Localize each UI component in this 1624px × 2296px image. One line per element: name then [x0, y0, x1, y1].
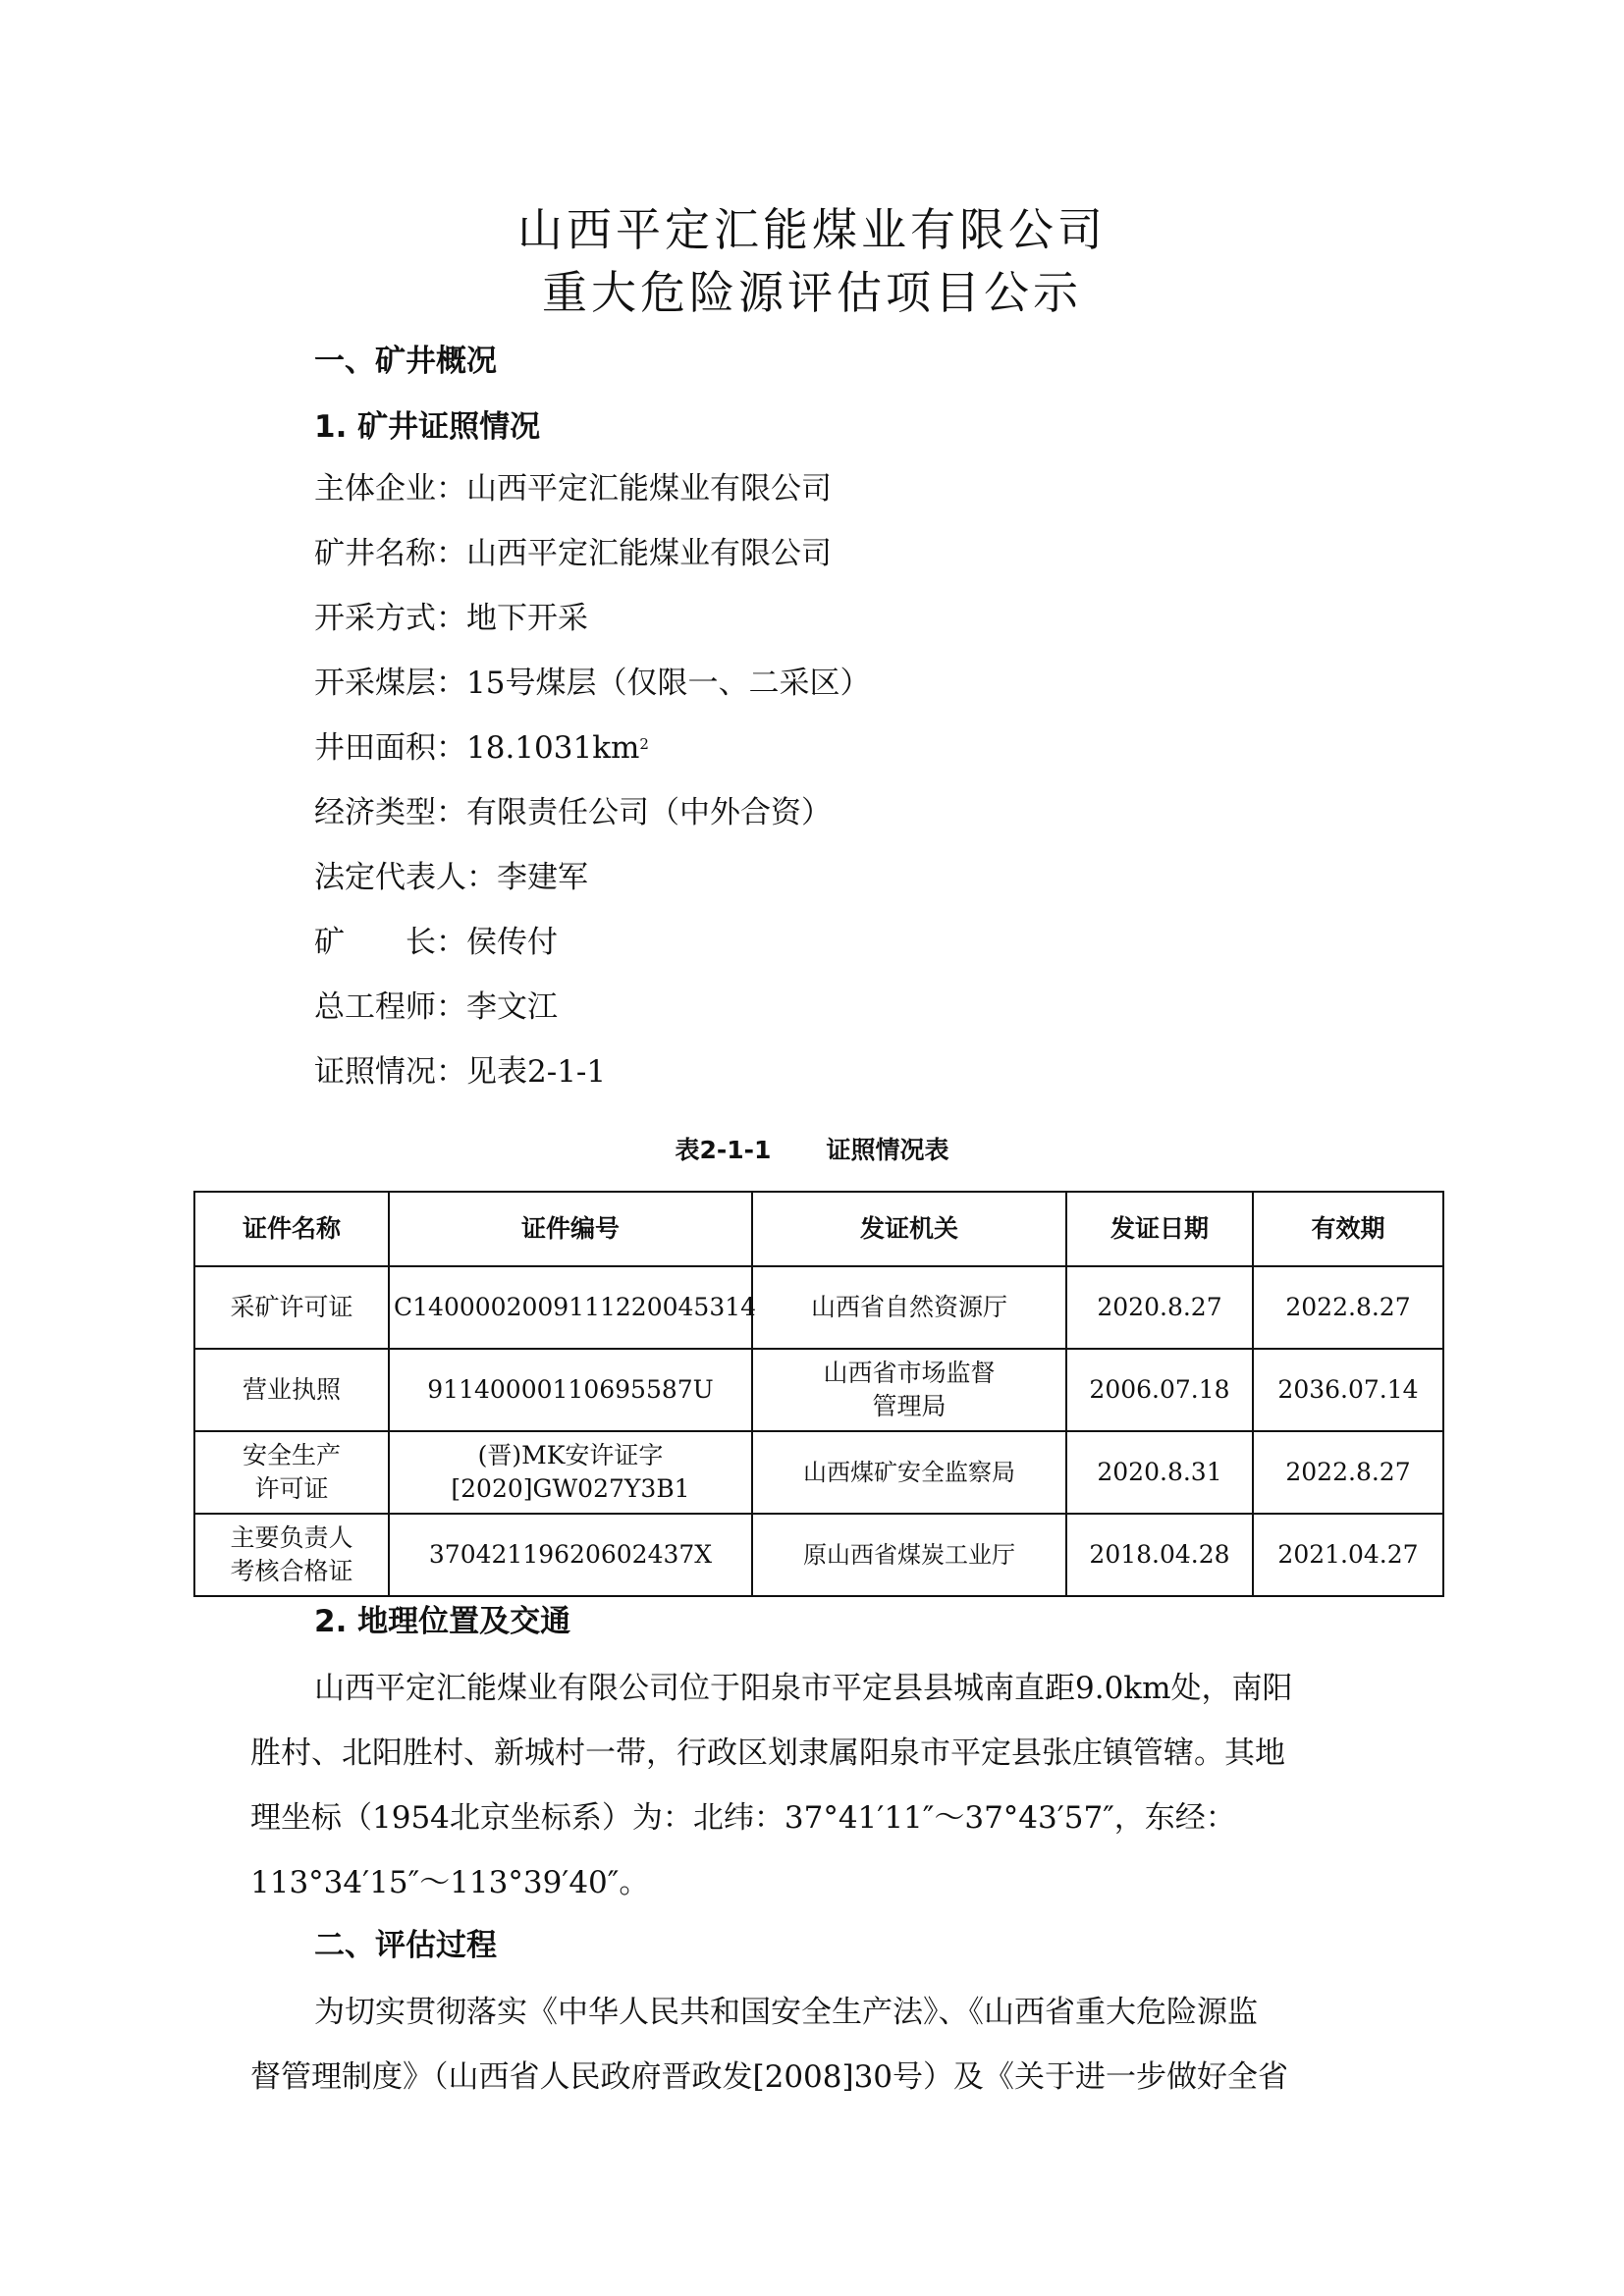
cell-text-line: 主要负责人: [230, 1523, 353, 1552]
evaluation-paragraph-line: 督管理制度》（山西省人民政府晋政发[2008]30号）及《关于进一步做好全省: [250, 2059, 1289, 2095]
table-caption-id: 表2-1-1: [675, 1136, 772, 1164]
cell-issuing-authority: [752, 1349, 1066, 1431]
subheading-location-traffic: 2. 地理位置及交通: [314, 1604, 571, 1639]
cell-license-name: [194, 1349, 389, 1431]
table-row: [194, 1431, 1443, 1514]
location-paragraph-line: 113°34′15″～113°39′40″。: [250, 1865, 650, 1900]
subheading-license-status: 1. 矿井证照情况: [314, 409, 541, 445]
cell-text-line: 营业执照: [242, 1375, 341, 1404]
cell-issue-date: [1066, 1514, 1253, 1596]
cell-text-line: (晋)MK安许证字: [477, 1441, 664, 1469]
document-title-company: 山西平定汇能煤业有限公司: [517, 203, 1107, 256]
cell-text-line: 原山西省煤炭工业厅: [803, 1541, 1015, 1569]
cell-text-line: 2022.8.27: [1285, 1293, 1411, 1321]
cell-valid-until: [1253, 1266, 1443, 1349]
cell-text-line: 2021.04.27: [1277, 1540, 1419, 1569]
header-issue-date: 发证日期: [1066, 1192, 1253, 1266]
cell-license-number: [389, 1431, 752, 1514]
cell-issuing-authority: [752, 1266, 1066, 1349]
area-superscript: 2: [639, 735, 649, 753]
location-paragraph-line: 理坐标（1954北京坐标系）为：北纬：37°41′11″～37°43′57″，东经：: [250, 1800, 1236, 1836]
cell-valid-until: [1253, 1349, 1443, 1431]
field-mining-method: 开采方式：地下开采: [314, 601, 588, 636]
cell-text-line: 采矿许可证: [230, 1293, 353, 1321]
evaluation-paragraph-line: 为切实贯彻落实《中华人民共和国安全生产法》、《山西省重大危险源监: [314, 1995, 1258, 2030]
field-chief-engineer: 总工程师：李文江: [314, 989, 558, 1025]
field-main-enterprise: 主体企业：山西平定汇能煤业有限公司: [314, 471, 832, 507]
cell-issue-date: [1066, 1266, 1253, 1349]
cell-text-line: 2022.8.27: [1285, 1458, 1411, 1486]
table-caption-title: 证照情况表: [826, 1136, 949, 1164]
cell-license-number: [389, 1266, 757, 1349]
cell-text-line: [2020]GW027Y3B1: [451, 1474, 690, 1503]
cell-license-number: [389, 1349, 752, 1431]
cell-text-line: 91140000110695587U: [427, 1375, 714, 1404]
cell-text-line: 安全生产: [242, 1441, 341, 1469]
document-title-subject: 重大危险源评估项目公示: [542, 266, 1082, 319]
header-license-name: 证件名称: [194, 1192, 389, 1266]
field-economic-type: 经济类型：有限责任公司（中外合资）: [314, 795, 832, 830]
field-mine-manager: 矿 长：侯传付: [314, 925, 558, 960]
cell-issuing-authority: [752, 1514, 1066, 1596]
cell-text-line: C1400002009111220045314: [394, 1293, 757, 1321]
cell-text-line: 37042119620602437X: [428, 1540, 713, 1569]
cell-text-line: 2036.07.14: [1277, 1375, 1419, 1404]
cell-text-line: 管理局: [872, 1392, 947, 1420]
cell-valid-until: [1253, 1514, 1443, 1596]
cell-license-number: [389, 1514, 752, 1596]
field-license-reference: 证照情况：见表2-1-1: [314, 1054, 607, 1090]
cell-valid-until: [1253, 1431, 1443, 1514]
cell-license-name: [194, 1431, 389, 1514]
header-issuing-authority: 发证机关: [752, 1192, 1066, 1266]
cell-license-name: [194, 1266, 389, 1349]
table-row: [194, 1349, 1443, 1431]
field-mine-name: 矿井名称：山西平定汇能煤业有限公司: [314, 536, 832, 571]
cell-text-line: 考核合格证: [230, 1557, 353, 1585]
field-legal-representative: 法定代表人：李建军: [314, 860, 588, 895]
cell-text-line: 2020.8.31: [1097, 1458, 1222, 1486]
cell-text-line: 2020.8.27: [1097, 1293, 1222, 1321]
field-field-area-text: 井田面积：18.1031km: [314, 730, 640, 766]
table-caption: [0, 1131, 1624, 1166]
cell-text-line: 2018.04.28: [1089, 1540, 1230, 1569]
cell-text-line: 许可证: [254, 1474, 329, 1503]
field-coal-seam: 开采煤层：15号煤层（仅限一、二采区）: [314, 666, 871, 701]
license-table: [193, 1191, 1444, 1597]
table-header-row: [194, 1192, 1443, 1266]
cell-issue-date: [1066, 1431, 1253, 1514]
cell-issue-date: [1066, 1349, 1253, 1431]
section-heading-evaluation-process: 二、评估过程: [314, 1928, 497, 1963]
cell-text-line: 山西省自然资源厅: [810, 1293, 1007, 1321]
location-paragraph-line: 胜村、北阳胜村、新城村一带，行政区划隶属阳泉市平定县张庄镇管辖。其地: [250, 1735, 1285, 1771]
header-valid-until: 有效期: [1253, 1192, 1443, 1266]
cell-text-line: 山西省市场监督: [823, 1359, 996, 1387]
table-row: [194, 1514, 1443, 1596]
location-paragraph-line: 山西平定汇能煤业有限公司位于阳泉市平定县县城南直距9.0km处，南阳: [314, 1671, 1293, 1706]
field-field-area: [314, 728, 649, 768]
section-heading-mine-overview: 一、矿井概况: [314, 344, 497, 379]
cell-issuing-authority: [752, 1431, 1066, 1514]
cell-text-line: 2006.07.18: [1089, 1375, 1230, 1404]
table-row: [194, 1266, 1443, 1349]
cell-license-name: [194, 1514, 389, 1596]
header-license-number: 证件编号: [389, 1192, 752, 1266]
cell-text-line: 山西煤矿安全监察局: [803, 1459, 1015, 1486]
